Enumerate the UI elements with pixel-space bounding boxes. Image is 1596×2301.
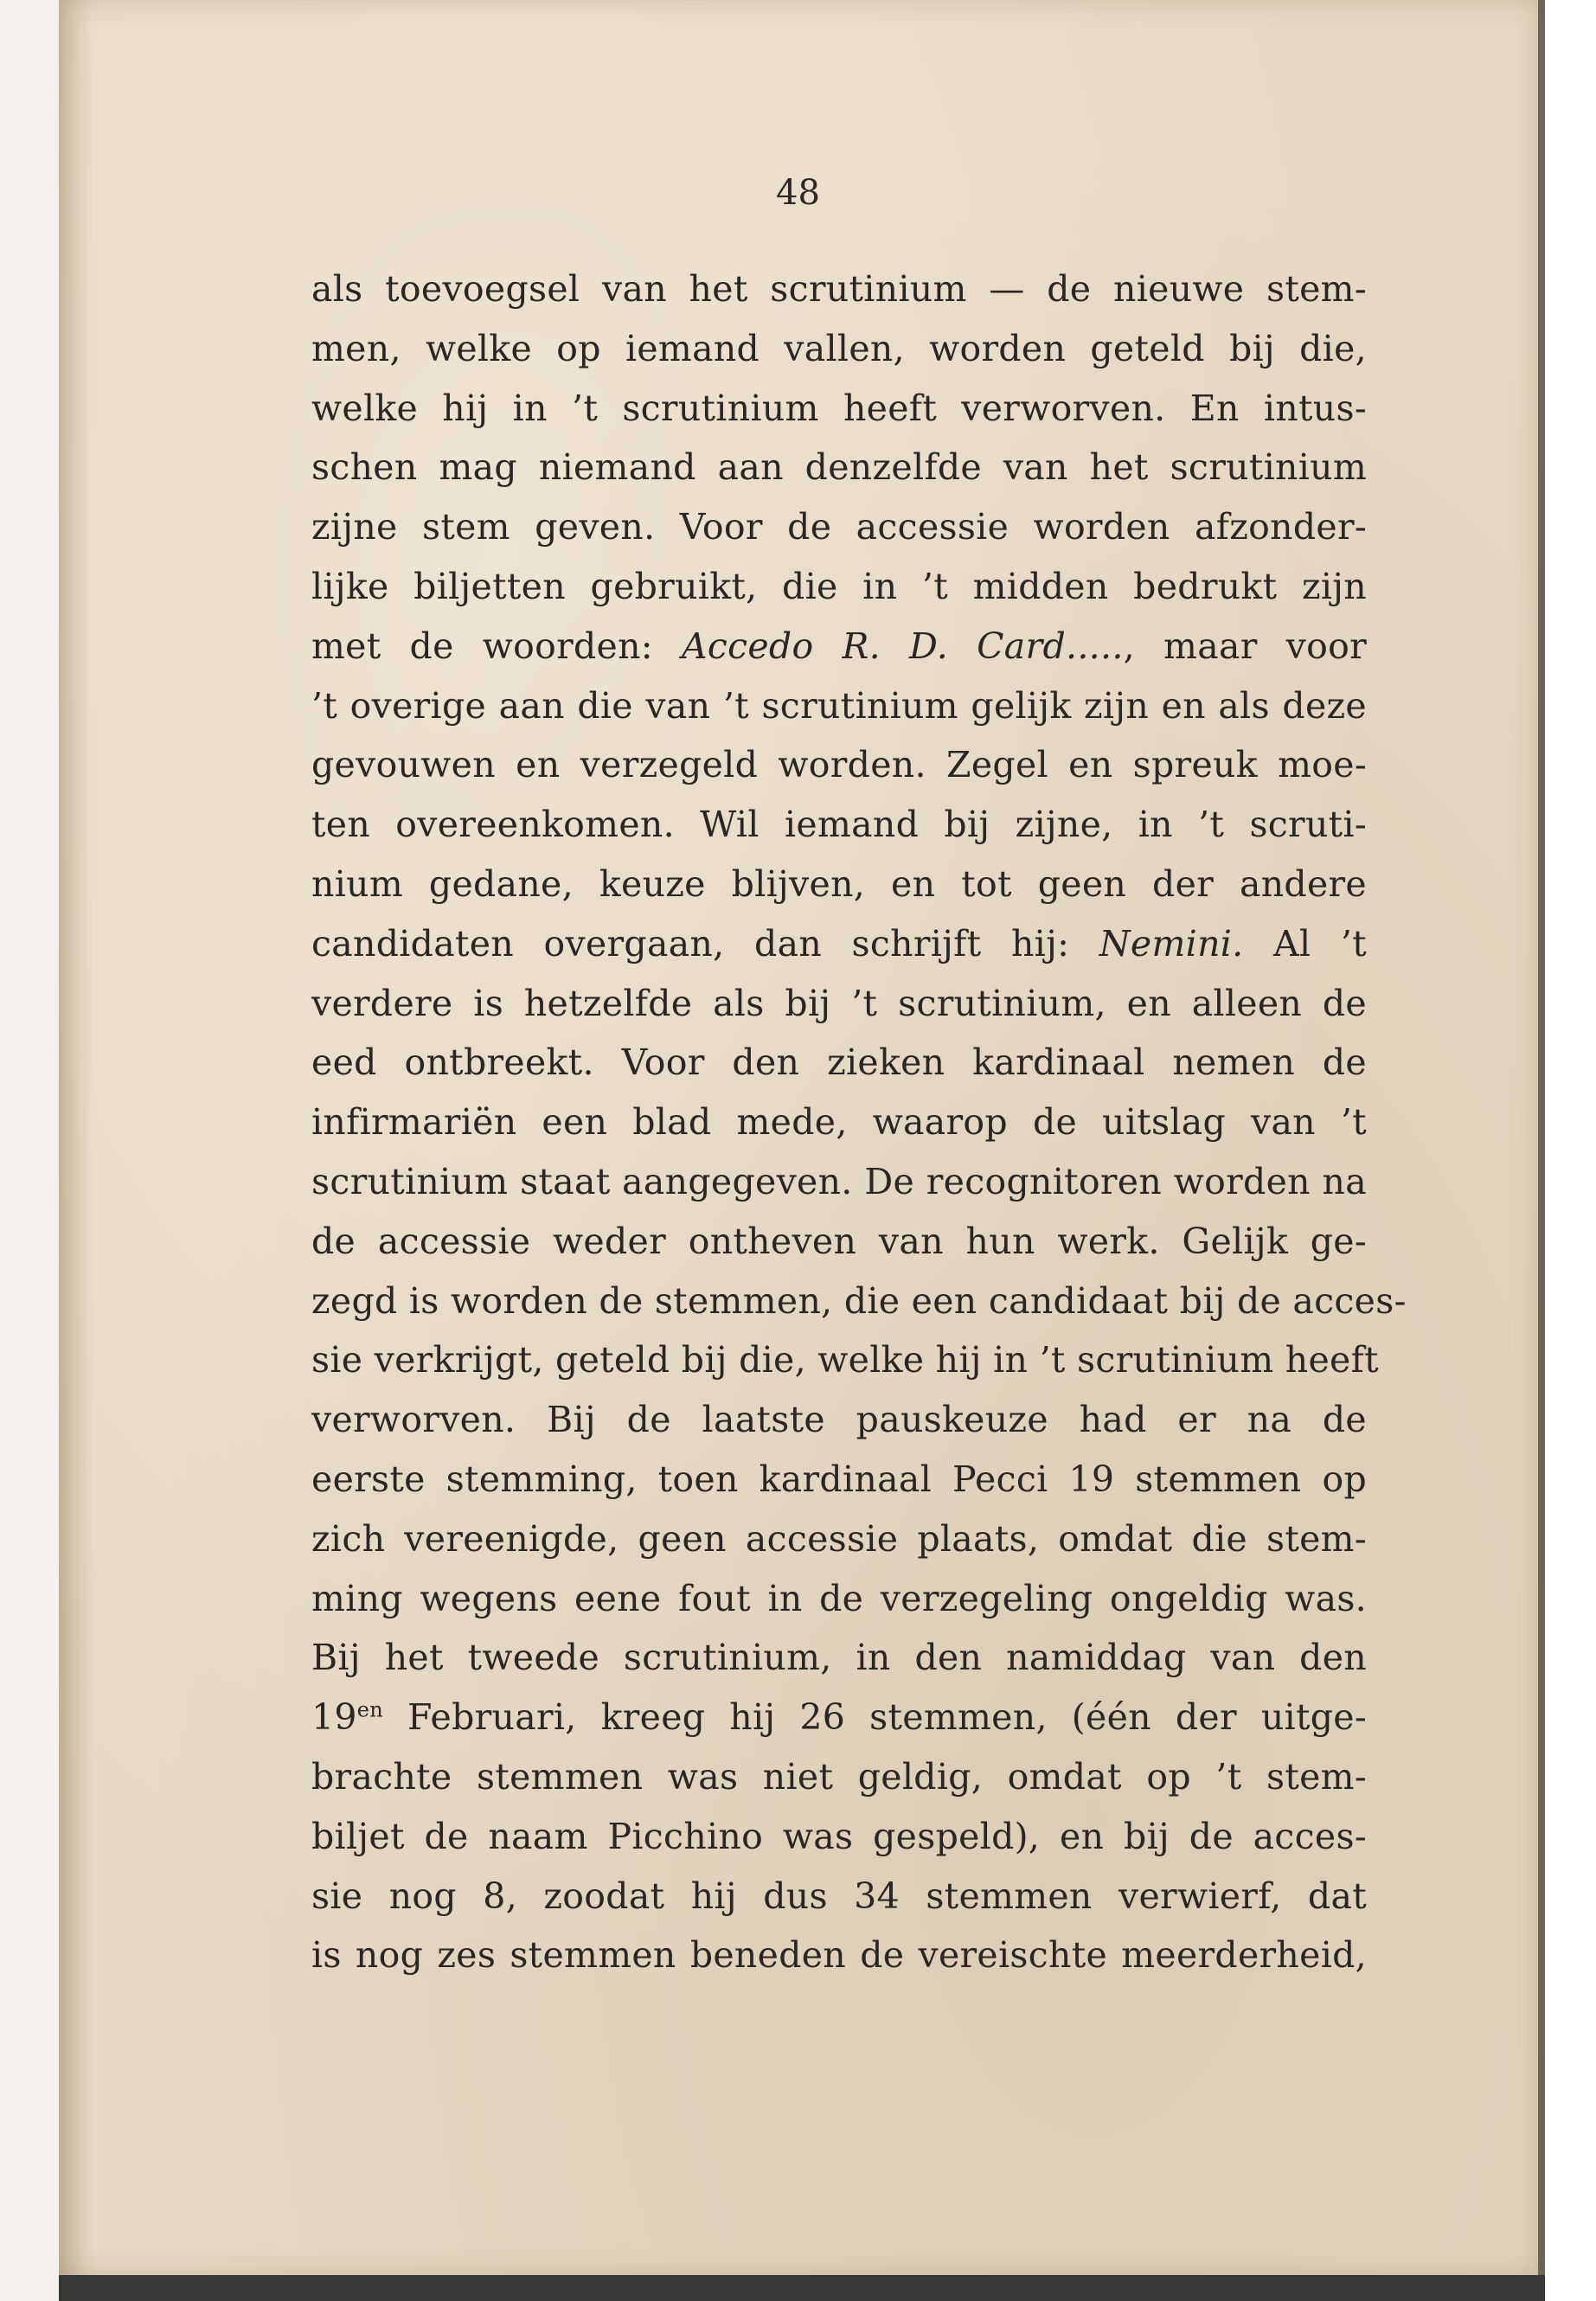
text-line: zich vereenigde, geen accessie plaats, omdat die stem- xyxy=(311,1517,1367,1560)
text-line: biljet de naam Picchino was gespeld), en bij de acces- xyxy=(311,1815,1367,1857)
text-line: eed ontbreekt. Voor den zieken kardinaal nemen de xyxy=(311,1042,1367,1084)
text-line: sie nog 8, zoodat hij dus 34 stemmen verwierf, dat xyxy=(311,1875,1367,1917)
italic-formula-accedo: Accedo R. D. Card..... xyxy=(681,625,1124,667)
page-bottom-edge xyxy=(59,2275,1545,2301)
left-margin-strip xyxy=(0,0,59,2301)
text-line: ming wegens eene fout in de verzegeling ongeldig was. xyxy=(311,1577,1367,1619)
text-line: infirmariën een blad mede, waarop de uitslag van ’t xyxy=(311,1101,1367,1144)
text-line: eerste stemming, toen kardinaal Pecci 19 stemmen op xyxy=(311,1458,1367,1500)
text-line: schen mag niemand aan denzelfde van het scrutinium xyxy=(311,446,1367,489)
text-line xyxy=(311,1688,1367,1747)
text-line: nium gedane, keuze blijven, en tot geen der andere xyxy=(311,862,1367,905)
text-line: is nog zes stemmen beneden de vereischte meerderheid, xyxy=(311,1934,1367,1977)
text-segment: met de woorden: xyxy=(311,625,682,667)
text-line: gevouwen en verzegeld worden. Zegel en spreuk moe- xyxy=(311,744,1367,786)
text-line: de accessie weder ontheven van hun werk. Gelijk ge- xyxy=(311,1220,1367,1262)
text-line: welke hij in ’t scrutinium heeft verworven. En intus- xyxy=(311,387,1367,429)
text-line: lijke biljetten gebruikt, die in ’t midden bedrukt zijn xyxy=(311,565,1367,607)
text-segment: Februari, kreeg hij 26 stemmen, (één der uitge- xyxy=(383,1696,1367,1739)
text-segment: 19 xyxy=(311,1696,357,1739)
text-line xyxy=(311,914,1367,974)
text-line: ’t overige aan die van ’t scrutinium gelijk zijn en als deze xyxy=(311,684,1367,727)
text-segment: , maar voor xyxy=(1123,625,1367,667)
text-line: zegd is worden de stemmen, die een candidaat bij de acces- xyxy=(311,1279,1407,1322)
page-right-edge xyxy=(1538,0,1545,2275)
text-line: men, welke op iemand vallen, worden geteld bij die, xyxy=(311,327,1367,369)
page-number: 48 xyxy=(776,173,820,213)
body-text xyxy=(311,260,1407,1985)
text-line: ten overeenkomen. Wil iemand bij zijne, in ’t scruti- xyxy=(311,804,1367,846)
text-line: verworven. Bij de laatste pauskeuze had er na de xyxy=(311,1399,1367,1441)
italic-word-nemini: Nemini. xyxy=(1099,922,1244,965)
text-line: Bij het tweede scrutinium, in den namiddag van den xyxy=(311,1637,1367,1679)
text-line: als toevoegsel van het scrutinium — de nieuwe stem- xyxy=(311,268,1367,310)
text-line: sie verkrijgt, geteld bij die, welke hij in ’t scrutinium heeft xyxy=(311,1339,1379,1381)
superscript-en: en xyxy=(356,1697,384,1722)
text-line: brachte stemmen was niet geldig, omdat op ’t stem- xyxy=(311,1755,1367,1798)
text-line: zijne stem geven. Voor de accessie worden afzonder- xyxy=(311,506,1367,548)
text-segment: candidaten overgaan, dan schrijft hij: xyxy=(311,922,1099,965)
text-line: verdere is hetzelfde als bij ’t scrutinium, en alleen de xyxy=(311,982,1367,1024)
text-line: scrutinium staat aangegeven. De recognitoren worden na xyxy=(311,1160,1367,1202)
text-line xyxy=(311,617,1367,676)
text-segment: Al ’t xyxy=(1243,922,1367,965)
